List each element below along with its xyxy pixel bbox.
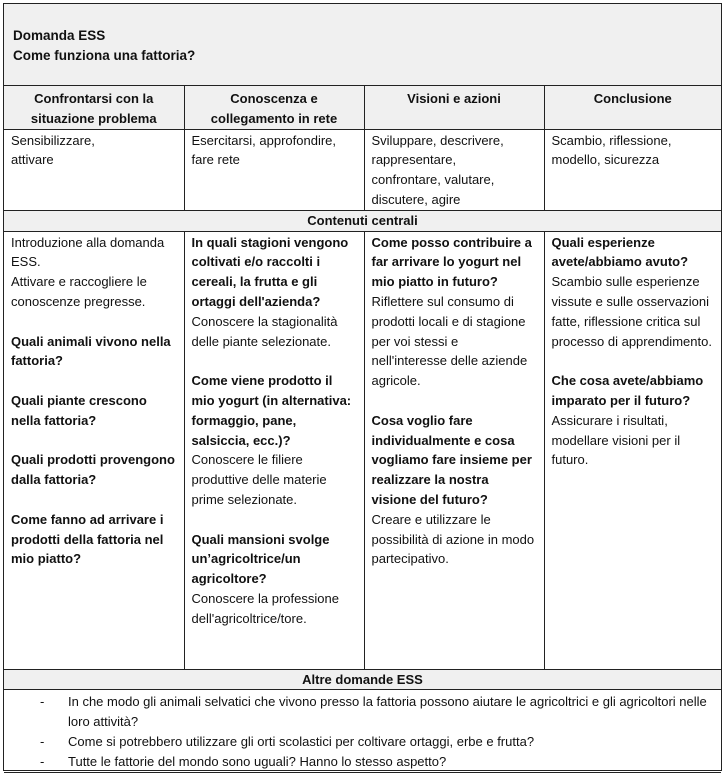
bullet: - <box>40 753 45 769</box>
question: Quali animali vivono nella fattoria? <box>11 333 171 369</box>
content-col-2 <box>184 231 364 669</box>
description: Conoscere la professione dell'agricoltrice/tore. <box>191 590 339 626</box>
question: In quali stagioni vengono coltivati e/o raccolti i cereali, la frutta e gli ortaggi dell'azienda? <box>191 234 349 309</box>
other-questions-row <box>4 690 721 772</box>
list-item-text: In che modo gli animali selvatici che vivono presso la fattoria possono aiutare le agricoltrici e gli agricoltori nelle loro attività? <box>68 694 707 730</box>
content-col-4 <box>544 231 721 669</box>
intro-text-2: Attivare e raccogliere le conoscenze pregresse. <box>11 274 147 309</box>
question: Quali mansioni svolge un’agricoltrice/un agricoltore? <box>191 531 330 587</box>
description: Creare e utilizzare le possibilità di azione in modo partecipativo. <box>371 511 535 567</box>
verbs-col-3 <box>364 129 544 210</box>
list-item <box>14 732 715 752</box>
verb-line: rappresentare, <box>371 152 457 168</box>
verb-line: Esercitarsi, approfondire, <box>191 132 337 148</box>
ess-table <box>4 86 721 773</box>
verb-line: discutere, agire <box>371 191 461 207</box>
verb-line: fare rete <box>191 152 240 168</box>
question: Quali esperienze avete/abbiamo avuto? <box>551 234 689 270</box>
header-col-4: Conclusione <box>544 86 721 129</box>
verb-line: Scambio, riflessione, <box>551 132 672 148</box>
list-item <box>14 692 715 732</box>
verbs-col-1 <box>4 129 184 210</box>
header-col-1: Confrontarsi con la situazione problema <box>4 86 184 129</box>
document-frame <box>3 3 722 771</box>
question: Come posso contribuire a far arrivare lo yogurt nel mio piatto in futuro? <box>371 234 532 290</box>
content-col-3 <box>364 231 544 669</box>
other-questions-list <box>4 690 721 772</box>
verb-line: confrontare, valutare, <box>371 172 495 188</box>
verb-line: attivare <box>11 152 54 168</box>
list-item <box>14 752 715 772</box>
description: Scambio sulle esperienze vissute e sulle osservazioni fatte, riflessione critica sul processo di apprendimento. <box>551 274 712 349</box>
list-item-text: Tutte le fattorie del mondo sono uguali? Hanno lo stesso aspetto? <box>68 753 447 769</box>
title-box <box>4 4 721 86</box>
header-col-2: Conoscenza e collegamento in rete <box>184 86 364 129</box>
verb-line: Sensibilizzare, <box>11 132 95 148</box>
verbs-row <box>4 129 721 210</box>
question: Che cosa avete/abbiamo imparato per il futuro? <box>551 373 704 408</box>
description: Riflettere sul consumo di prodotti locali e di stagione per voi stessi e nell'interesse delle aziende agricole. <box>371 293 528 389</box>
bullet: - <box>40 733 45 749</box>
other-questions-label-row <box>4 669 721 690</box>
intro-text: Introduzione alla domanda ESS. <box>11 234 165 270</box>
description: Conoscere la stagionalità delle piante selezionate. <box>191 313 338 349</box>
verb-line: modello, sicurezza <box>551 152 660 168</box>
content-col-1 <box>4 231 184 669</box>
question: Come viene prodotto il mio yogurt (in alternativa: formaggio, pane, salsiccia, ecc.)? <box>191 373 352 448</box>
description: Conoscere le filiere produttive delle materie prime selezionate. <box>191 452 327 507</box>
central-content-row <box>4 231 721 669</box>
list-item-text: Come si potrebbero utilizzare gli orti scolastici per coltivare ortaggi, erbe e frutta? <box>68 733 535 749</box>
other-questions-label: Altre domande ESS <box>4 669 721 690</box>
question: Cosa voglio fare individualmente e cosa vogliamo fare insieme per realizzare la nostra visione del futuro? <box>371 412 532 507</box>
title-line-2: Come funziona una fattoria? <box>13 48 196 63</box>
verbs-col-4 <box>544 129 721 210</box>
question: Quali piante crescono nella fattoria? <box>11 392 147 428</box>
central-content-label-row <box>4 210 721 231</box>
question: Come fanno ad arrivare i prodotti della fattoria nel mio piatto? <box>11 511 164 567</box>
central-content-label: Contenuti centrali <box>4 210 721 231</box>
phase-header-row <box>4 86 721 129</box>
header-col-3: Visioni e azioni <box>364 86 544 129</box>
question: Quali prodotti provengono dalla fattoria? <box>11 452 175 488</box>
title-line-1: Domanda ESS <box>13 28 106 43</box>
description: Assicurare i risultati, modellare visioni per il futuro. <box>551 412 681 468</box>
bullet: - <box>40 694 45 710</box>
verb-line: Sviluppare, descrivere, <box>371 132 504 148</box>
verbs-col-2 <box>184 129 364 210</box>
